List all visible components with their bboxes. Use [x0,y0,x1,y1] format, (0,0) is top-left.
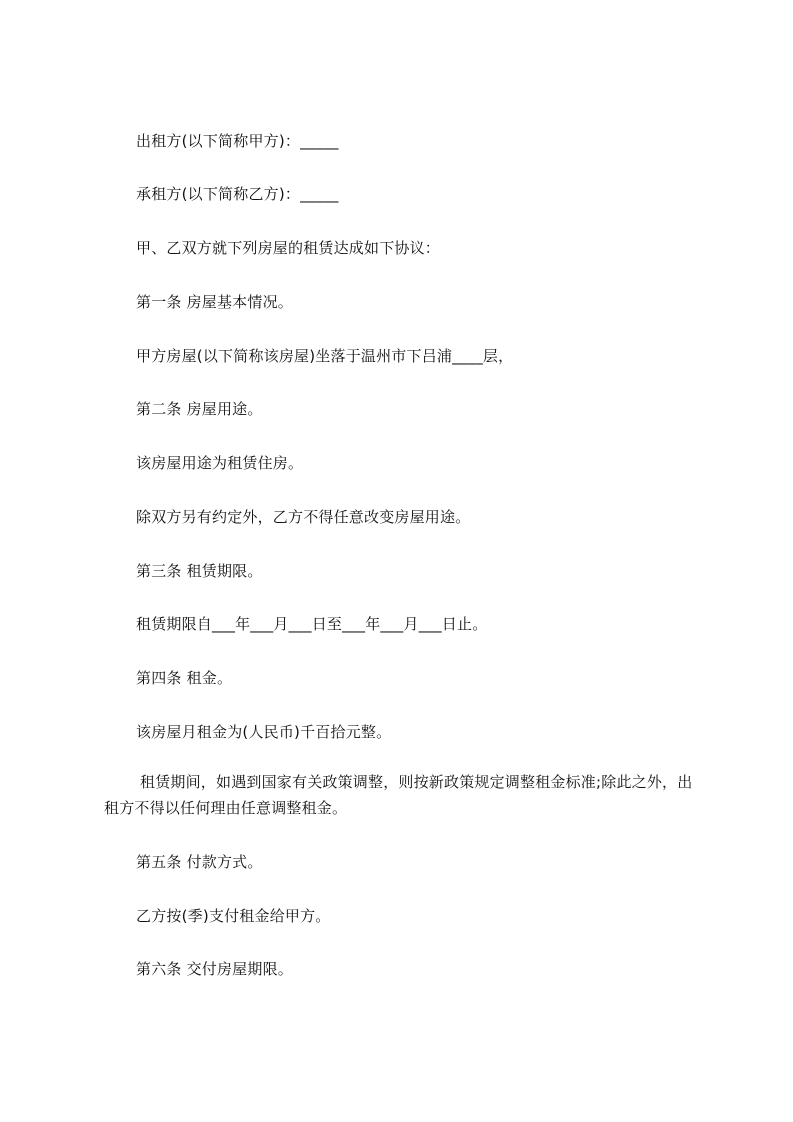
paragraph-rent-adjustment: 租赁期间，如遇到国家有关政策调整，则按新政策规定调整租金标准;除此之外，出租方不得以任何理由任意调整租金。 [104,773,693,817]
paragraph-house-use: 该房屋用途为租赁住房。 [136,454,304,472]
paragraph-lessor: 出租方(以下简称甲方)：_____ [136,132,339,150]
paragraph-agreement-intro: 甲、乙双方就下列房屋的租赁达成如下协议： [136,239,441,257]
heading-article-3: 第三条 租赁期限。 [136,562,263,580]
heading-article-1: 第一条 房屋基本情况。 [136,293,293,311]
paragraph-lease-term: 租赁期限自___年___月___日至___年___月___日止。 [136,615,488,633]
paragraph-lessee: 承租方(以下简称乙方)：_____ [136,185,339,203]
paragraph-use-restriction: 除双方另有约定外，乙方不得任意改变房屋用途。 [136,508,471,526]
heading-article-5: 第五条 付款方式。 [136,853,263,871]
heading-article-6: 第六条 交付房屋期限。 [136,960,293,978]
paragraph-house-location: 甲方房屋(以下简称该房屋)坐落于温州市下吕浦____层， [136,347,514,365]
heading-article-4: 第四条 租金。 [136,669,233,687]
paragraph-monthly-rent: 该房屋月租金为(人民币)千百拾元整。 [136,723,392,741]
heading-article-2: 第二条 房屋用途。 [136,400,263,418]
paragraph-payment-method: 乙方按(季)支付租金给甲方。 [136,907,331,925]
